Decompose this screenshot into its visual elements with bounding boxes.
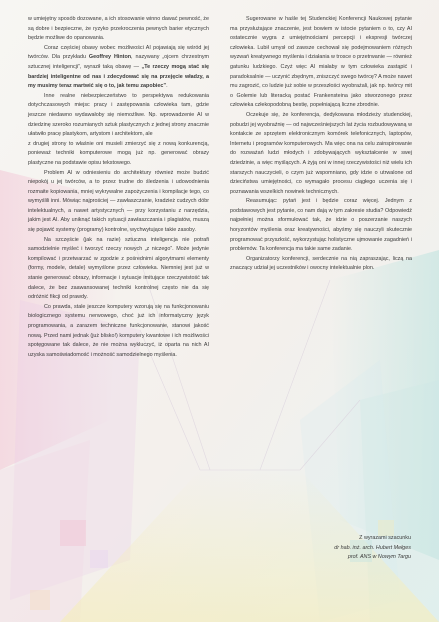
paragraph: Organizatorzy konferencji, serdecznie na nią zapraszając, liczą na znaczący udział jej uczestników i owocny intelektualnie plon. [230,255,412,272]
text-span: . [166,83,168,90]
paragraph: Sugerowane w haśle tej Studenckiej Konferencji Naukowej pytanie ma przysłużające znaczenie, jest bowiem w istocie pytaniem o to, czy AI ostatecznie wygra z umiejętnościami percepcji i ekspresji twórczej człowieka. Lubił umysł od zawsze cechował się podejmowaniem różnych wyzwań kreatywnego myślenia i działania w trosce o przetrwanie — również gatunku ludzkiego. Czyż więc AI miałaby w tym człowieka zastąpić i paradoksalnie — uczynić zbędnym, zniszczyć swego twórcę? A może nawet mu zagrozić, co ludzie już sobie w przeszłości wyobrażali, jak np. twórcy mit o Golemie lub literacką postać Frankensteina jako stworzonego przez człowieka człekopodobną bestię, popełniającą liczne zbrodnie. [230,16,412,109]
paragraph: w umiejętny sposób dozowane, a ich stosowanie winno dawać pewność, że są dobre i bezpieczne, że ryzyko przekroczenia pewnych barier etycznych będzie możliwe do opanowania. [28,16,209,42]
paragraph: Oczekuje się, że konferencja, dedykowana młodzieży studenckiej, pobudzi jej wyobraźnię — od najwcześniejszych lat życia rozbudowywaną w kontakcie ze sprzętem elektronicznym komórek telefonicznych, laptopów, Internetu i programów komputerowych. Ma więc ona na celu zainspirowanie do rozważań ludzi młodych i zdobywających wykształcenie w swej dziedzinie, a więc myślących. A żyją oni w innej rzeczywistości niż wielu ich starszych nauczycieli, o czym już wspomniano, gdy idzie o utrwalone od dzieciństwa umiejętności, co wymagało procesu ciągłego uczenia się i poznawania wszelkich nowinek technicznych. [230,111,412,195]
paragraph: Na szczęście (jak na razie) sztuczna inteligencja nie potrafi samodzielnie myśleć i tworzyć rzeczy nowych „z niczego”. Może jedynie kompilować i przetwarzać w zgodzie z pośrednimi algorytmami elementy (formy, modele, detale) wymyślone przez człowieka. Niemniej jest już w stanie generować obrazy, informacje i sytuacje imitujące rzeczywistość tak dalece, że bez zaawansowanej techniki kontrolnej często nie da się odróżnić fikcji od prawdy. [28,236,209,301]
paragraph: Inne realne niebezpieczeństwo to perspektywa redukowania dotychczasowych miejsc pracy i zastępowania człowieka tam, gdzie jeszcze niedawno wydawałoby się niemożliwe. Np. wprowadzenie AI w dziedzinę szeroko rozumianych sztuk plastycznych z jednej strony znacznie ułatwiło pracę plastykom, artystom i architektom, ale [28,92,209,138]
person-name: Geoffrey Hinton [88,54,132,61]
paragraph: Problem AI w odniesieniu do architektury również może budzić niepokój u jej twórców, a to przez trudne do śledzenia i udowodnienia rozmaite kopiowania, mniej wykrywalne zapożyczenia i kompilacje tego, co wymyślili inni. Mówiąc najprościej — zawłaszczanie, kradzież cudzych dóbr intelektualnych, a nawet artystycznych — przy korzystaniu z narzędzia, jakim jest AI. Aby uniknąć takich sytuacji zawłaszczania i plagiatów, muszą się pojawić systemy (programy) kontrolne, wychwytujące takie zasoby. [28,169,209,234]
paragraph: Reasumując: pytań jest i będzie coraz więcej. Jednym z podstawowych jest pytanie, co nam dają w tym zakresie studia? Odpowiedź najpełniej można sformułować tak, że idzie o poszerzanie naszych horyzontów myślenia oraz kreatywności, abyśmy się nauczyli skutecznie programować przyszłość, wykorzystując holistyczne ujmowanie zagadnień i problemów. Ta konferencja ma takie same zadanie. [230,198,412,253]
right-text-column [230,15,412,274]
greeting: Z wyrazami szacunku [359,535,411,541]
author-title: prof. ANS w Nowym Targu [347,554,411,561]
paragraph: Co prawda, stale jeszcze komputery wzorują się na funkcjonowaniu biologicznego systemu nerwowego, choć już ich informatyczny język programowania, a zarazem techniczne funkcjonowanie, stanowi jakość nową. Przed nami jednak (już blisko!) komputery kwantowe i ich możliwości spotęgowane tak dalece, że nie można wykluczyć, iż oparta na nich AI uzyska samoświadomość i możność samodzielnego myślenia. [28,303,209,358]
text-span: Coraz częściej obawy wobec możliwości AI pojawiają się wśród jej twórców. Dla przykładu [28,44,209,61]
text-span: , nazywany „ojcem chrzestnym sztucznej inteligencji”, wyraził taką obawę — [28,54,210,70]
signature-block [241,534,411,563]
left-text-column [28,15,209,360]
quote: „Te rzeczy mogą stać się bardziej inteligentne od nas i zdecydować się na przejęcie władzy, a my musimy teraz martwić się o to, jak temu zapobiec” [28,63,210,90]
author-name: dr hab. inż. arch. Hubert Mełges [334,544,411,551]
paragraph: z drugiej strony to właśnie oni musieli zmierzyć się z nową konkurencją, ponieważ techniki komputerowe mogą już np. generować obrazy plastyczne na podstawie opisu tekstowego. [28,140,209,166]
paragraph-hinton-quote [28,44,209,92]
